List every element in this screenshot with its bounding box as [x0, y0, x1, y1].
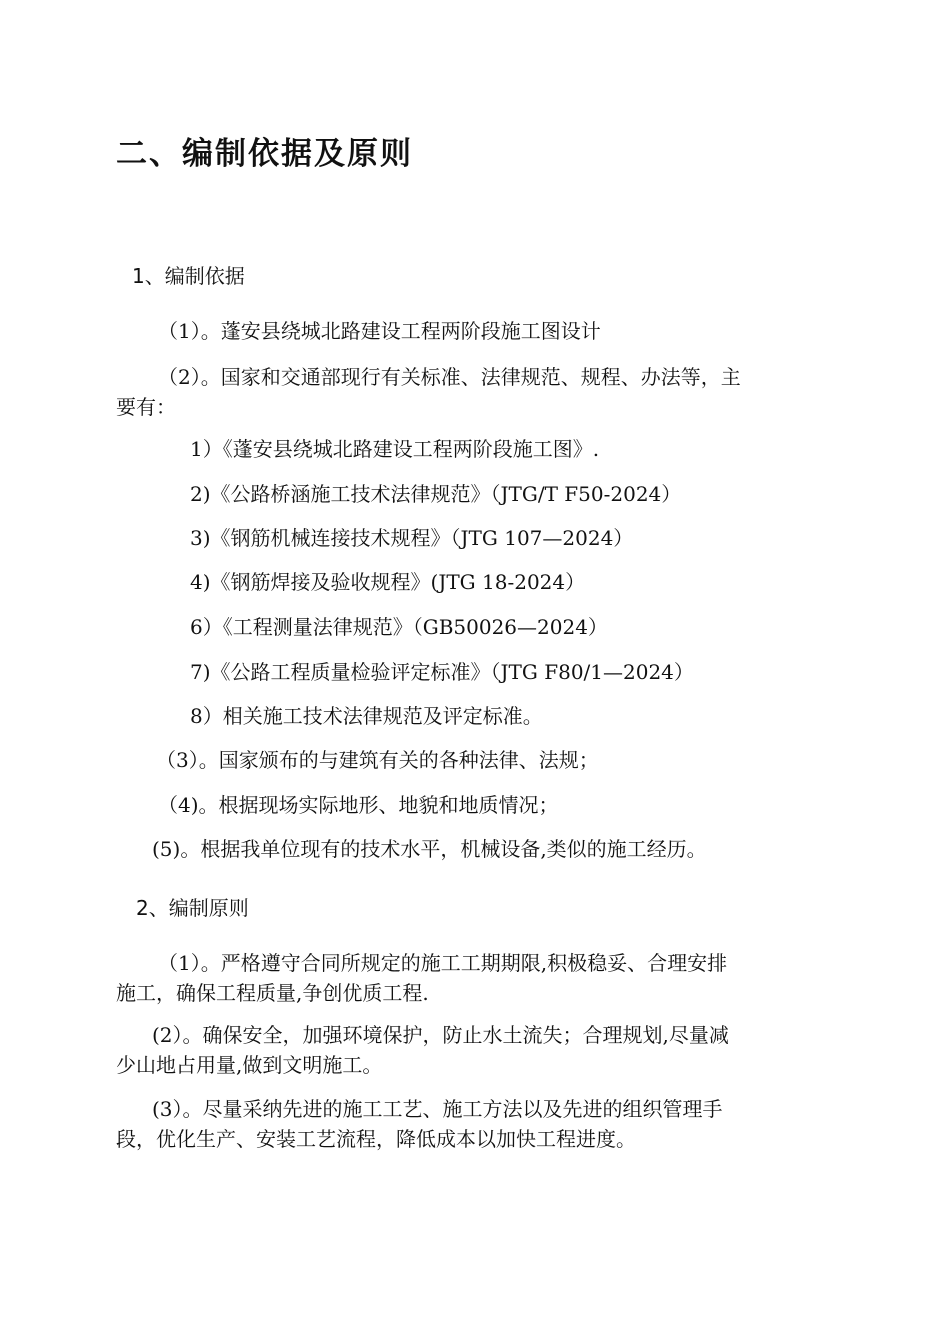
standard-list-item: 6）《工程测量法律规范》（GB50026—2024） [190, 615, 608, 639]
standard-list-item: 4)《钢筋焊接及验收规程》(JTG 18-2024） [190, 570, 586, 594]
standard-list-item: 8）相关施工技术法律规范及评定标准。 [190, 704, 543, 728]
basis-item-5: (5)。根据我单位现有的技术水平，机械设备,类似的施工经历。 [152, 837, 707, 861]
principle-3-line-1: (3）。尽量采纳先进的施工工艺、施工方法以及先进的组织管理手 [152, 1097, 723, 1121]
principle-1-line-2: 施工，确保工程质量,争创优质工程. [116, 981, 429, 1005]
basis-item-4: （4)。根据现场实际地形、地貌和地质情况； [158, 793, 559, 817]
standard-list-item: 1）《蓬安县绕城北路建设工程两阶段施工图》. [190, 437, 600, 461]
basis-item-3: （3）。国家颁布的与建筑有关的各种法律、法规； [156, 748, 599, 772]
standard-list-item: 7)《公路工程质量检验评定标准》（JTG F80/1—2024） [190, 660, 694, 684]
basis-item-1: （1）。蓬安县绕城北路建设工程两阶段施工图设计 [158, 319, 601, 343]
subsection-title-principles: 2、编制原则 [136, 896, 249, 920]
standard-list-item: 2)《公路桥涵施工技术法律规范》（JTG/T F50-2024） [190, 482, 682, 506]
subsection-title-basis: 1、编制依据 [132, 264, 245, 288]
standard-list-item: 3)《钢筋机械连接技术规程》（JTG 107—2024） [190, 526, 634, 550]
basis-item-2-line-1: （2）。国家和交通部现行有关标准、法律规范、规程、办法等，主 [158, 365, 741, 389]
basis-item-2-line-2: 要有： [116, 395, 176, 419]
principle-1-line-1: （1）。严格遵守合同所规定的施工工期期限,积极稳妥、合理安排 [158, 951, 728, 975]
principle-3-line-2: 段，优化生产、安装工艺流程，降低成本以加快工程进度。 [116, 1127, 636, 1151]
principle-2-line-2: 少山地占用量,做到文明施工。 [116, 1053, 383, 1077]
section-heading: 二、编制依据及原则 [116, 136, 413, 172]
principle-2-line-1: (2）。确保安全，加强环境保护，防止水土流失；合理规划,尽量减 [152, 1023, 729, 1047]
